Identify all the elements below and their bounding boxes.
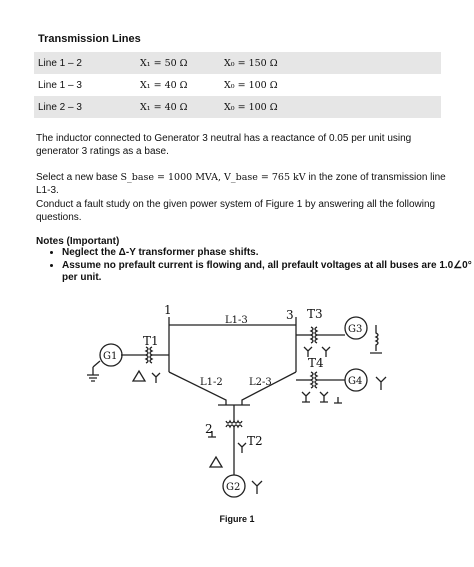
t2-winding bbox=[226, 421, 242, 423]
t3-label: T3 bbox=[307, 307, 323, 321]
wye-icon bbox=[152, 373, 160, 383]
line-name: Line 1 – 2 bbox=[34, 52, 136, 74]
t1-label: T1 bbox=[143, 334, 159, 348]
bus-3-label: 3 bbox=[286, 308, 294, 322]
base-values-math: S_base = 1000 MVA, V_base = 765 kV bbox=[120, 172, 306, 183]
bus-2-label: 2 bbox=[205, 422, 213, 436]
inductor-paragraph: The inductor connected to Generator 3 neutral has a reactance of 0.05 per unit using generator 3 ratings as a base. bbox=[36, 133, 412, 157]
table-row bbox=[34, 96, 441, 118]
zero-sequence-reactance: X₀ = 100 Ω bbox=[220, 96, 441, 118]
note-item: • Assume no prefault current is flowing and, all prefault voltages at all buses are 1.0∠0° per unit. bbox=[62, 260, 472, 285]
notes-list bbox=[36, 247, 472, 285]
bus-1-label: 1 bbox=[164, 303, 172, 317]
t4-winding bbox=[311, 372, 313, 388]
ground-icon bbox=[87, 367, 99, 381]
g4-label: G4 bbox=[348, 376, 363, 387]
positive-sequence-reactance: X₁ = 40 Ω bbox=[136, 96, 220, 118]
wye-icon bbox=[252, 481, 262, 494]
zero-sequence-reactance: X₀ = 150 Ω bbox=[220, 52, 441, 74]
t3-winding bbox=[311, 327, 313, 343]
transmission-lines-table bbox=[34, 52, 441, 118]
ground-icon bbox=[334, 397, 342, 403]
figure-caption: Figure 1 bbox=[219, 514, 255, 524]
base-selection-paragraph bbox=[36, 172, 446, 197]
fault-study-paragraph: Conduct a fault study on the given power system of Figure 1 by answering all the following questions. bbox=[36, 199, 436, 223]
l13-label: L1-3 bbox=[225, 315, 248, 326]
t2-label: T2 bbox=[247, 434, 263, 448]
wye-icon bbox=[238, 443, 246, 453]
g3-label: G3 bbox=[348, 324, 363, 335]
t4-label: T4 bbox=[308, 356, 324, 370]
wye-ground-icon bbox=[302, 392, 310, 402]
zero-sequence-reactance: X₀ = 100 Ω bbox=[224, 79, 278, 91]
delta-icon bbox=[210, 457, 222, 467]
base-text-suffix: in the zone of transmission line L1-3. bbox=[36, 172, 446, 196]
note-item: • Neglect the Δ-Y transformer phase shifts. bbox=[62, 247, 472, 260]
wye-icon bbox=[376, 377, 386, 390]
g2-label: G2 bbox=[226, 482, 241, 493]
l23-label: L2-3 bbox=[249, 377, 272, 388]
line-name: Line 2 – 3 bbox=[34, 96, 136, 118]
wye-ground-icon bbox=[320, 392, 328, 402]
line-name: Line 1 – 3 bbox=[38, 79, 82, 91]
section-title: Transmission Lines bbox=[38, 33, 141, 45]
table-row bbox=[34, 74, 441, 96]
base-text-prefix: Select a new base bbox=[36, 172, 121, 183]
l12-label: L1-2 bbox=[200, 377, 223, 388]
delta-icon bbox=[133, 371, 145, 381]
t1-winding bbox=[150, 347, 152, 363]
one-line-diagram bbox=[0, 295, 474, 510]
table-row bbox=[34, 52, 441, 74]
positive-sequence-reactance: X₁ = 40 Ω bbox=[140, 79, 188, 91]
notes-heading: Notes (Important) bbox=[36, 236, 120, 247]
g1-label: G1 bbox=[103, 351, 118, 362]
positive-sequence-reactance: X₁ = 50 Ω bbox=[136, 52, 220, 74]
neutral-inductor bbox=[370, 325, 382, 353]
